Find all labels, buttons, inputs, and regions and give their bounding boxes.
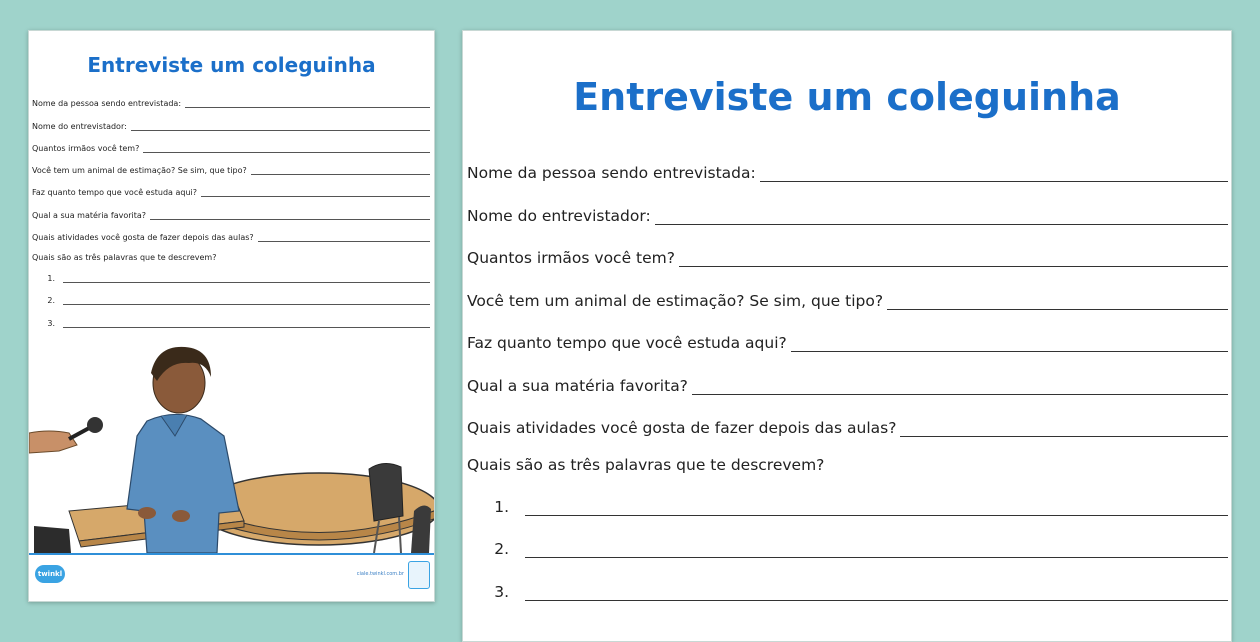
question-row bbox=[467, 334, 1228, 352]
thumb-question-label: Você tem um animal de estimação? Se sim, que tipo? bbox=[32, 166, 247, 175]
thumb-question-label: Faz quanto tempo que você estuda aqui? bbox=[32, 188, 198, 197]
answer-line[interactable] bbox=[679, 249, 1228, 267]
thumb-question-row bbox=[32, 188, 430, 197]
answer-line bbox=[258, 233, 430, 242]
chair-2 bbox=[411, 505, 431, 553]
answer-line bbox=[201, 188, 430, 197]
numbered-row bbox=[493, 583, 1228, 601]
thumb-question-row bbox=[32, 144, 430, 153]
question-label: Qual a sua matéria favorita? bbox=[467, 377, 688, 395]
interview-illustration bbox=[29, 341, 434, 553]
question-row bbox=[467, 207, 1228, 225]
answer-line bbox=[63, 296, 430, 305]
answer-line[interactable] bbox=[692, 377, 1228, 395]
thumb-question-row bbox=[32, 166, 430, 175]
footer-url: ciale.twinkl.com.br bbox=[356, 571, 404, 577]
question-label: Quais são as três palavras que te descrevem? bbox=[467, 456, 825, 474]
item-number: 3. bbox=[47, 319, 55, 328]
chair bbox=[369, 463, 403, 521]
question-label: Quantos irmãos você tem? bbox=[467, 249, 675, 267]
question-label: Nome do entrevistador: bbox=[467, 207, 651, 225]
footer bbox=[29, 553, 434, 601]
item-number: 2. bbox=[494, 540, 509, 558]
question-row bbox=[467, 377, 1228, 395]
thumb-question-label: Quais são as três palavras que te descrevem? bbox=[32, 253, 217, 262]
answer-line bbox=[185, 99, 430, 108]
thumb-numbered-row bbox=[45, 274, 430, 283]
answer-line[interactable] bbox=[525, 540, 1228, 558]
thumbnail-title: Entreviste um coleguinha bbox=[87, 53, 376, 77]
answer-line bbox=[63, 274, 430, 283]
numbered-row bbox=[493, 498, 1228, 516]
worksheet-detail[interactable] bbox=[462, 30, 1232, 642]
badge-icon bbox=[408, 561, 430, 589]
thumb-question-label: Nome da pessoa sendo entrevistada: bbox=[32, 99, 182, 108]
item-number: 1. bbox=[47, 274, 55, 283]
item-number: 2. bbox=[47, 296, 55, 305]
interviewer-arm bbox=[29, 431, 77, 453]
question-row bbox=[467, 292, 1228, 310]
thumb-numbered-row bbox=[45, 296, 430, 305]
page-title: Entreviste um coleguinha bbox=[573, 75, 1121, 119]
thumb-question-label: Qual a sua matéria favorita? bbox=[32, 211, 147, 220]
answer-line[interactable] bbox=[791, 334, 1228, 352]
thumb-numbered-row bbox=[45, 319, 430, 328]
thumb-question-row bbox=[32, 99, 430, 108]
microphone-icon bbox=[87, 417, 103, 433]
question-row bbox=[467, 249, 1228, 267]
question-label: Faz quanto tempo que você estuda aqui? bbox=[467, 334, 787, 352]
answer-line bbox=[63, 319, 430, 328]
item-number: 3. bbox=[494, 583, 509, 601]
question-row bbox=[467, 164, 1228, 182]
question-label: Quais atividades você gosta de fazer depois das aulas? bbox=[467, 419, 897, 437]
answer-line[interactable] bbox=[760, 164, 1228, 182]
answer-line[interactable] bbox=[887, 292, 1228, 310]
question-label: Nome da pessoa sendo entrevistada: bbox=[467, 164, 756, 182]
thumb-question-label: Quais atividades você gosta de fazer depois das aulas? bbox=[32, 233, 254, 242]
answer-line bbox=[150, 211, 430, 220]
thumb-question-label: Nome do entrevistador: bbox=[32, 122, 127, 131]
answer-line[interactable] bbox=[525, 498, 1228, 516]
answer-line bbox=[131, 122, 430, 131]
thumb-question-row bbox=[32, 211, 430, 220]
numbered-row bbox=[493, 540, 1228, 558]
twinkl-logo: twinkl bbox=[35, 565, 65, 583]
thumb-question-row bbox=[32, 122, 430, 131]
question-row bbox=[467, 419, 1228, 437]
item-number: 1. bbox=[494, 498, 509, 516]
answer-line bbox=[143, 144, 430, 153]
thumb-question-row bbox=[32, 253, 430, 262]
answer-line[interactable] bbox=[525, 583, 1228, 601]
answer-line bbox=[251, 166, 430, 175]
thumb-question-row bbox=[32, 233, 430, 242]
answer-line[interactable] bbox=[655, 207, 1228, 225]
worksheet-thumbnail[interactable] bbox=[28, 30, 435, 602]
answer-line[interactable] bbox=[900, 419, 1228, 437]
thumb-question-label: Quantos irmãos você tem? bbox=[32, 144, 140, 153]
question-label: Você tem um animal de estimação? Se sim, que tipo? bbox=[467, 292, 884, 310]
question-row bbox=[467, 456, 1228, 474]
